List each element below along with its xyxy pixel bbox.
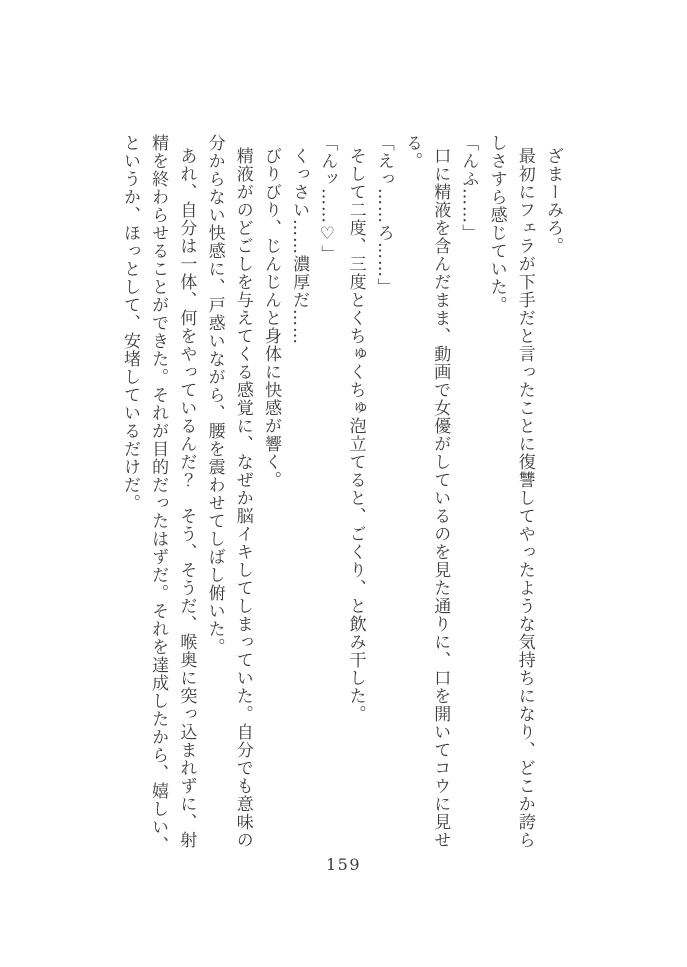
dialogue-line: 「んッ……♡」 xyxy=(317,134,338,263)
dialogue-line: 「んふ……」 xyxy=(458,134,479,242)
dialogue-line: 「えっ……ろ……」 xyxy=(373,134,394,296)
narration-paragraph: ざまーみろ。 xyxy=(543,146,563,255)
narration-paragraph: 最初にフェラが下手だと言ったことに復讐してやったような気持ちになり、どこか誇らしさすら感じていた。 xyxy=(486,134,535,849)
narration-paragraph: そして二度、三度とくちゅくちゅ泡立てると、ごくり、と飲み干した。 xyxy=(345,146,366,723)
inner-thought-paragraph: くっさい……濃厚だ…… xyxy=(289,146,310,345)
narration-paragraph: びりびり、じんじんと身体に快感が響く。 xyxy=(260,146,281,489)
page-number: 159 xyxy=(325,855,362,874)
page-text xyxy=(115,134,567,856)
narration-paragraph: 精液がのどごしを与えてくる感覚に、なぜか脳イキしてしまっていた。自分でも意味の分からない快感に、戸惑いながら、腰を震わせてしばし俯いた。 xyxy=(204,134,253,849)
narration-paragraph: 口に精液を含んだまま、動画で女優がしているのを見た通りに、口を開いてコウに見せる。 xyxy=(401,134,451,849)
narration-paragraph: あれ、自分は一体、何をやっているんだ？ そう、そうだ、喉奥に突っ込まれずに、射精を終わらせることができた。それが目的だったはずだ。それを達成したから、嬉しい、というか、ほっとして、安堵しているだけだ。 xyxy=(119,134,197,854)
